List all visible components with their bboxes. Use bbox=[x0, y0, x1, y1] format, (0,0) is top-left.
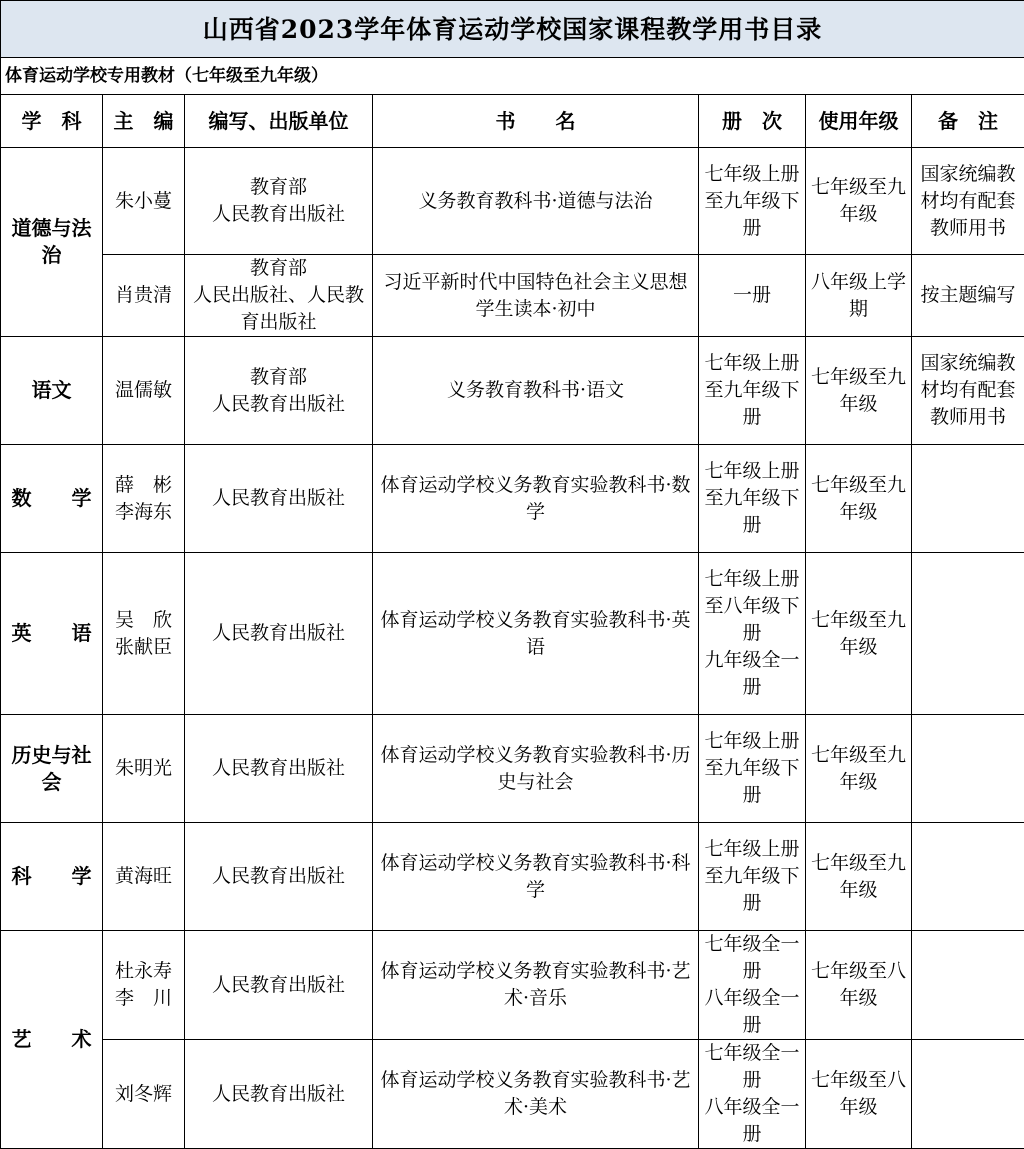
volume-cell: 七年级上册 至九年级下册 bbox=[699, 337, 806, 445]
grade-cell: 七年级至九年级 bbox=[806, 337, 912, 445]
publisher-cell: 人民教育出版社 bbox=[185, 553, 373, 715]
table-row bbox=[1, 823, 1024, 931]
editor-cell: 朱小蔓 bbox=[103, 148, 185, 255]
header-editor: 主 编 bbox=[103, 95, 185, 148]
book-cell: 体育运动学校义务教育实验教科书·艺术·美术 bbox=[373, 1040, 699, 1149]
header-publisher: 编写、出版单位 bbox=[185, 95, 373, 148]
subject-cell: 艺 术 bbox=[1, 931, 103, 1149]
grade-cell: 七年级至九年级 bbox=[806, 823, 912, 931]
editor-cell: 温儒敏 bbox=[103, 337, 185, 445]
book-cell: 体育运动学校义务教育实验教科书·英语 bbox=[373, 553, 699, 715]
volume-cell: 七年级全一册 八年级全一册 bbox=[699, 931, 806, 1040]
notes-cell: 国家统编教材均有配套教师用书 bbox=[912, 337, 1024, 445]
table-row bbox=[1, 931, 1024, 1040]
volume-cell: 七年级上册 至九年级下册 bbox=[699, 823, 806, 931]
grade-cell: 七年级至八年级 bbox=[806, 1040, 912, 1149]
subject-cell: 语文 bbox=[1, 337, 103, 445]
grade-cell: 七年级至九年级 bbox=[806, 553, 912, 715]
editor-cell: 朱明光 bbox=[103, 715, 185, 823]
header-notes: 备 注 bbox=[912, 95, 1024, 148]
publisher-cell: 人民教育出版社 bbox=[185, 445, 373, 553]
table-row bbox=[1, 715, 1024, 823]
notes-cell bbox=[912, 715, 1024, 823]
header-grade: 使用年级 bbox=[806, 95, 912, 148]
table-row bbox=[1, 1040, 1024, 1149]
table-row bbox=[1, 445, 1024, 553]
editor-cell: 刘冬辉 bbox=[103, 1040, 185, 1149]
book-cell: 义务教育教科书·道德与法治 bbox=[373, 148, 699, 255]
book-cell: 体育运动学校义务教育实验教科书·数学 bbox=[373, 445, 699, 553]
grade-cell: 七年级至九年级 bbox=[806, 715, 912, 823]
volume-cell: 一册 bbox=[699, 255, 806, 337]
book-cell: 体育运动学校义务教育实验教科书·历史与社会 bbox=[373, 715, 699, 823]
notes-cell bbox=[912, 823, 1024, 931]
volume-cell: 七年级上册 至九年级下册 bbox=[699, 445, 806, 553]
table-row bbox=[1, 148, 1024, 255]
header-volume: 册 次 bbox=[699, 95, 806, 148]
volume-cell: 七年级上册 至九年级下册 bbox=[699, 715, 806, 823]
editor-cell: 吴 欣 张献臣 bbox=[103, 553, 185, 715]
publisher-cell: 人民教育出版社 bbox=[185, 1040, 373, 1149]
grade-cell: 七年级至九年级 bbox=[806, 445, 912, 553]
notes-cell bbox=[912, 1040, 1024, 1149]
editor-cell: 杜永寿 李 川 bbox=[103, 931, 185, 1040]
section-subtitle: 体育运动学校专用教材（七年级至九年级） bbox=[1, 58, 1024, 95]
header-subject: 学 科 bbox=[1, 95, 103, 148]
book-cell: 习近平新时代中国特色社会主义思想学生读本·初中 bbox=[373, 255, 699, 337]
subject-cell: 道德与法治 bbox=[1, 148, 103, 337]
publisher-cell: 人民教育出版社 bbox=[185, 715, 373, 823]
table-row bbox=[1, 553, 1024, 715]
publisher-cell: 教育部 人民教育出版社 bbox=[185, 148, 373, 255]
publisher-cell: 教育部 人民出版社、人民教育出版社 bbox=[185, 255, 373, 337]
table-row bbox=[1, 337, 1024, 445]
grade-cell: 七年级至九年级 bbox=[806, 148, 912, 255]
notes-cell: 按主题编写 bbox=[912, 255, 1024, 337]
page-title: 山西省2023学年体育运动学校国家课程教学用书目录 bbox=[1, 1, 1024, 58]
header-book: 书 名 bbox=[373, 95, 699, 148]
grade-cell: 七年级至八年级 bbox=[806, 931, 912, 1040]
publisher-cell: 人民教育出版社 bbox=[185, 931, 373, 1040]
notes-cell: 国家统编教材均有配套教师用书 bbox=[912, 148, 1024, 255]
notes-cell bbox=[912, 445, 1024, 553]
publisher-cell: 教育部 人民教育出版社 bbox=[185, 337, 373, 445]
volume-cell: 七年级上册 至八年级下册 九年级全一册 bbox=[699, 553, 806, 715]
book-cell: 义务教育教科书·语文 bbox=[373, 337, 699, 445]
volume-cell: 七年级全一册 八年级全一册 bbox=[699, 1040, 806, 1149]
subject-cell: 数 学 bbox=[1, 445, 103, 553]
book-cell: 体育运动学校义务教育实验教科书·科学 bbox=[373, 823, 699, 931]
grade-cell: 八年级上学期 bbox=[806, 255, 912, 337]
volume-cell: 七年级上册 至九年级下册 bbox=[699, 148, 806, 255]
subject-cell: 历史与社会 bbox=[1, 715, 103, 823]
book-cell: 体育运动学校义务教育实验教科书·艺术·音乐 bbox=[373, 931, 699, 1040]
subject-cell: 英 语 bbox=[1, 553, 103, 715]
editor-cell: 薛 彬 李海东 bbox=[103, 445, 185, 553]
editor-cell: 肖贵清 bbox=[103, 255, 185, 337]
notes-cell bbox=[912, 553, 1024, 715]
table-row bbox=[1, 255, 1024, 337]
publisher-cell: 人民教育出版社 bbox=[185, 823, 373, 931]
notes-cell bbox=[912, 931, 1024, 1040]
subject-cell: 科 学 bbox=[1, 823, 103, 931]
editor-cell: 黄海旺 bbox=[103, 823, 185, 931]
